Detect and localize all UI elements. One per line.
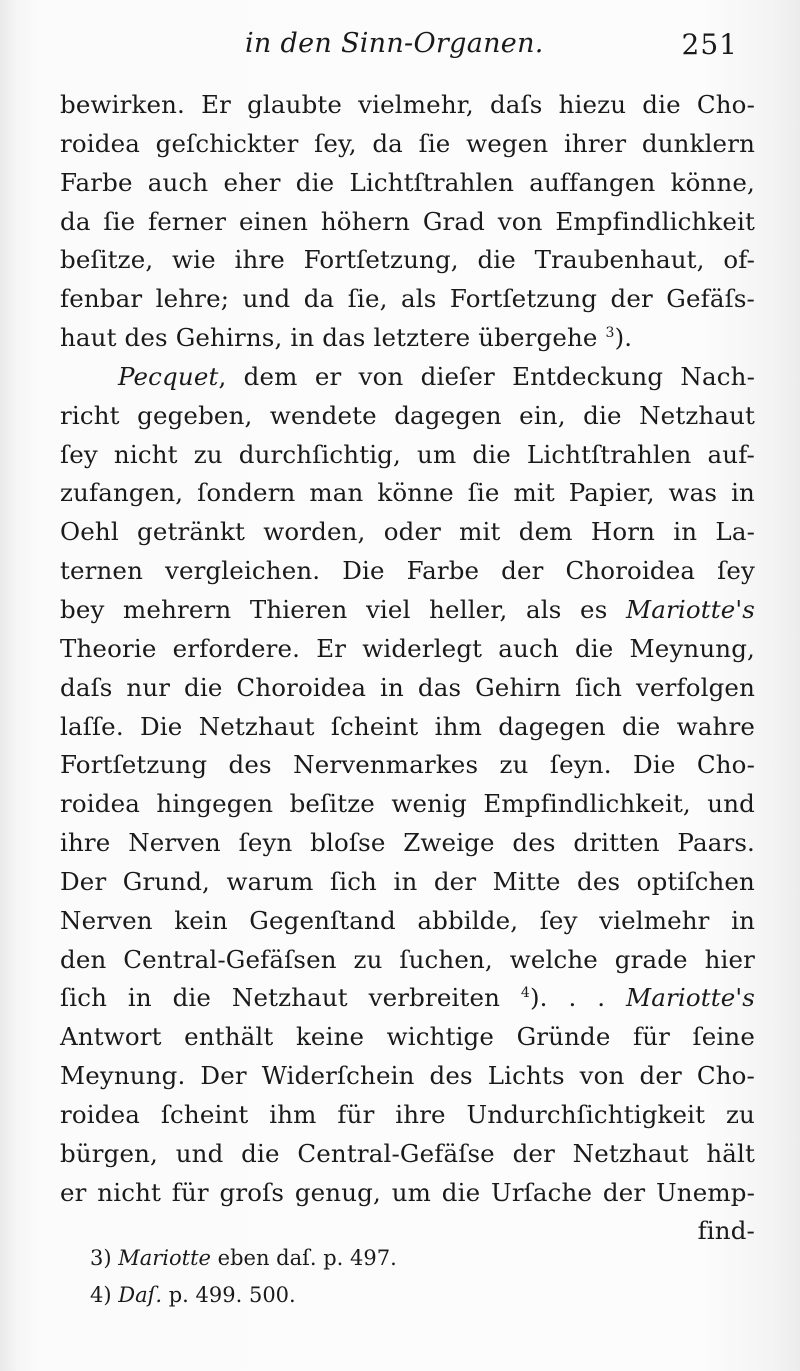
footnote-ref: 4	[520, 985, 530, 1002]
person-name: Pecquet	[118, 361, 219, 391]
text-line: da ſie ferner einen höhern Grad von Empfindlichkeit	[60, 206, 755, 236]
text-line: zufangen, ſondern man könne ſie mit Papier, was in	[60, 478, 755, 508]
page-header	[60, 28, 750, 68]
text-line: er nicht für groſs genug, um die Urſache der Unemp-	[60, 1177, 755, 1207]
text-line: Meynung. Der Widerſchein des Lichts von der Cho-	[60, 1061, 755, 1091]
text-line: Theorie erfordere. Er widerlegt auch die Meynung,	[60, 633, 755, 663]
text-line: laſſe. Die Netzhaut ſcheint ihm dagegen die wahre	[60, 711, 755, 741]
footnote	[90, 1240, 690, 1277]
running-title: in den Sinn-Organen.	[245, 28, 544, 59]
text-line: beſitze, wie ihre Fortſetzung, die Traubenhaut, of-	[60, 245, 755, 275]
text-line: ſich in die Netzhaut verbreiten $^4$). . . Mariotte's	[60, 983, 755, 1013]
text-line: roidea hingegen beſitze wenig Empfindlichkeit, und	[60, 789, 755, 819]
text-line: ſey nicht zu durchſichtig, um die Lichtſtrahlen auf-	[60, 439, 755, 469]
footnote	[90, 1277, 690, 1314]
footnote-ref: 3	[605, 324, 615, 341]
text-line: haut des Gehirns, in das letztere übergehe $^3$).	[60, 323, 633, 353]
text-line: fenbar lehre; und da ſie, als Fortſetzung der Gefäſs-	[60, 284, 755, 314]
body-text	[60, 86, 755, 1251]
text-line: Fortſetzung des Nervenmarkes zu ſeyn. Die Cho-	[60, 750, 755, 780]
person-name: Mariotte's	[626, 594, 755, 624]
text-line: Farbe auch eher die Lichtſtrahlen auffangen könne,	[60, 167, 755, 197]
page-number: 251	[681, 28, 738, 61]
text-line: bey mehrern Thieren viel heller, als es Mariotte's	[60, 594, 755, 624]
text-line: roidea ſcheint ihm für ihre Undurchſichtigkeit zu	[60, 1099, 755, 1129]
text-line: den Central-Gefäſsen zu ſuchen, welche grade hier	[60, 944, 755, 974]
text-line: daſs nur die Choroidea in das Gehirn ſich verfolgen	[60, 672, 755, 702]
footnote-text: eben daſ. p. 497.	[210, 1246, 397, 1270]
text-line: roidea geſchickter ſey, da ſie wegen ihrer dunklern	[60, 128, 755, 158]
text-line: Antwort enthält keine wichtige Gründe für ſeine	[60, 1022, 755, 1052]
text-line: Oehl getränkt worden, oder mit dem Horn in La-	[60, 517, 755, 547]
text-line: bewirken. Er glaubte vielmehr, daſs hiezu die Cho-	[60, 90, 755, 119]
text-line: Pecquet, dem er von dieſer Entdeckung Nach-	[118, 361, 755, 391]
catchword: find-	[697, 1216, 755, 1246]
person-name: Mariotte's	[626, 983, 755, 1013]
footnote-author: Daſ.	[118, 1283, 163, 1307]
text-line: ihre Nerven ſeyn bloſse Zweige des dritten Paars.	[60, 828, 755, 858]
footnote-text: p. 499. 500.	[162, 1283, 296, 1307]
footnote-number: 3)	[90, 1246, 112, 1270]
footnote-number: 4)	[90, 1283, 112, 1307]
text-line: ternen vergleichen. Die Farbe der Choroidea ſey	[60, 556, 755, 586]
footnotes	[90, 1240, 690, 1314]
text-line: Der Grund, warum ſich in der Mitte des optiſchen	[60, 866, 755, 896]
footnote-author: Mariotte	[118, 1246, 211, 1270]
text-line: richt gegeben, wendete dagegen ein, die Netzhaut	[60, 400, 755, 430]
text-line: bürgen, und die Central-Gefäſse der Netzhaut hält	[60, 1138, 755, 1168]
text-line: Nerven kein Gegenſtand abbilde, ſey vielmehr in	[60, 905, 755, 935]
